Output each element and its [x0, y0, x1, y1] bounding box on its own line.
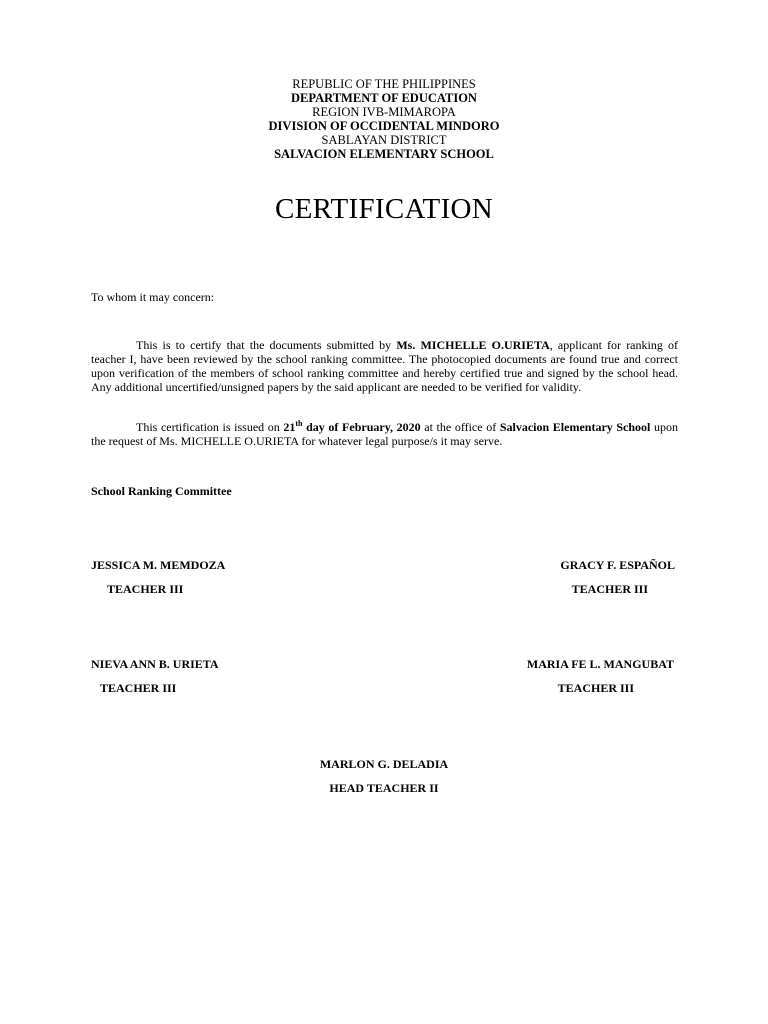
header-department: DEPARTMENT OF EDUCATION: [291, 91, 477, 105]
issuance-paragraph: [91, 420, 678, 448]
signatory-1: [91, 558, 331, 598]
certification-paragraph: [91, 338, 678, 394]
committee-label: School Ranking Committee: [91, 484, 232, 498]
para2-end: upon the request of Ms. MICHELLE O.URIETA for whatever legal purpose/s it may serve.: [91, 420, 679, 448]
issue-day-suffix: th: [295, 419, 303, 428]
issue-date: [283, 420, 420, 434]
signatory-3: [91, 657, 331, 697]
document-title: CERTIFICATION: [274, 193, 494, 225]
issue-day: 21: [283, 420, 296, 434]
applicant-name: Ms. MICHELLE O.URIETA: [396, 338, 550, 352]
signatory-position: TEACHER III: [571, 582, 648, 596]
signatory-head: [264, 757, 504, 797]
issue-month-year: day of February, 2020: [302, 420, 421, 434]
header-district: SABLAYAN DISTRICT: [321, 133, 447, 147]
para2-middle: at the office of: [420, 420, 500, 434]
signatory-name: NIEVA ANN B. URIETA: [91, 657, 219, 671]
para1-body: , applicant for ranking of teacher I, have been reviewed by the school ranking committee. The photocopied documents are found true and correct upon verification of the members of school ranking committee and hereby certified true and signed by the school head. Any additional uncertified/unsigned papers by the said applicant are needed to be verified for validity.: [91, 338, 678, 394]
para2-intro: This certification is issued on: [136, 420, 284, 434]
header-republic: REPUBLIC OF THE PHILIPPINES: [292, 77, 476, 91]
para1-intro: This is to certify that the documents submitted by: [136, 338, 397, 352]
signatory-name: MARLON G. DELADIA: [319, 757, 449, 771]
signatory-name: MARIA FE L. MANGUBAT: [526, 657, 674, 671]
header-region: REGION IVB-MIMAROPA: [312, 105, 456, 119]
letterhead: [0, 77, 768, 161]
salutation: To whom it may concern:: [91, 290, 215, 304]
signatory-position: TEACHER III: [107, 582, 184, 596]
signatory-name: JESSICA M. MEMDOZA: [91, 558, 226, 572]
signatory-position: TEACHER III: [557, 681, 634, 695]
signatory-position: HEAD TEACHER II: [329, 781, 439, 795]
header-division: DIVISION OF OCCIDENTAL MINDORO: [268, 119, 500, 133]
header-school: SALVACION ELEMENTARY SCHOOL: [274, 147, 494, 161]
signatory-4: [434, 657, 674, 697]
signatory-2: [435, 558, 675, 598]
issuing-school: Salvacion Elementary School: [499, 420, 651, 434]
signatory-name: GRACY F. ESPAÑOL: [560, 558, 675, 572]
signatory-position: TEACHER III: [100, 681, 177, 695]
